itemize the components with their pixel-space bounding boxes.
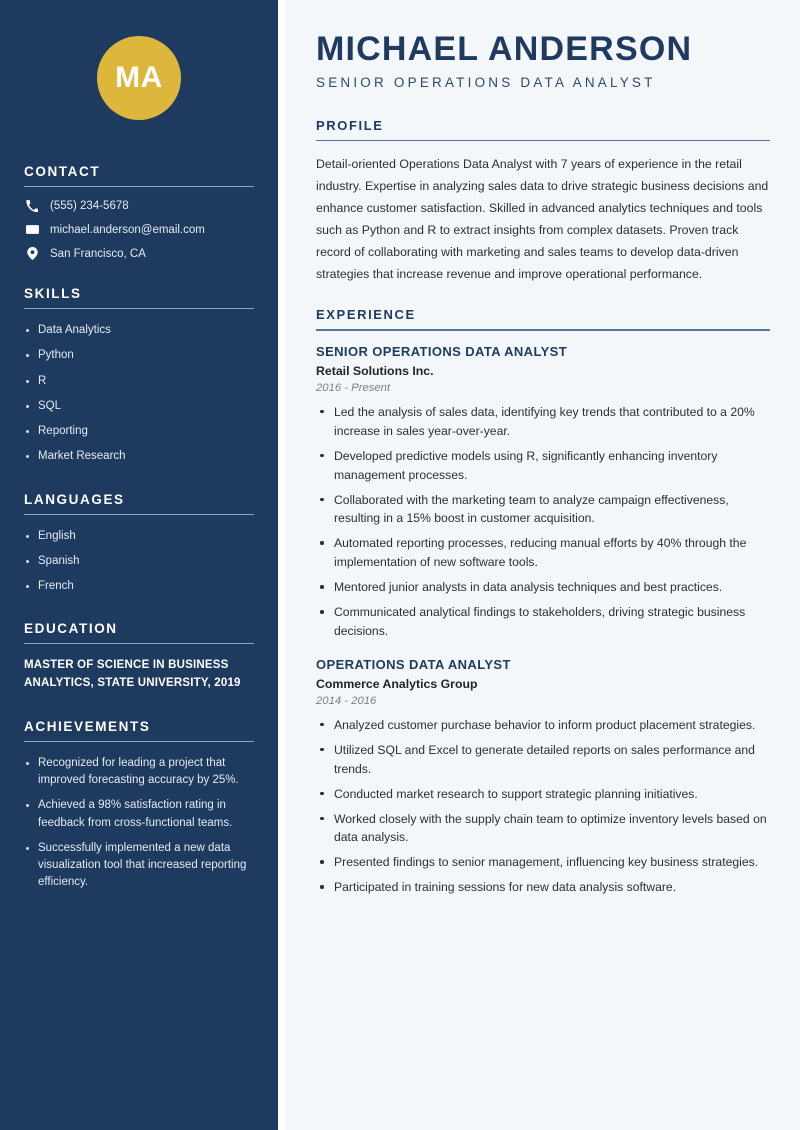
list-item: Reporting <box>24 423 254 440</box>
email-icon <box>24 223 40 236</box>
main-section-experience <box>316 307 770 897</box>
main-content <box>286 0 800 1130</box>
job-title: OPERATIONS DATA ANALYST <box>316 656 511 672</box>
list-item: English <box>24 528 254 545</box>
experience-divider <box>316 329 770 331</box>
sidebar-section-contact <box>24 164 254 260</box>
list-item: Utilized SQL and Excel to generate detailed reports on sales performance and trends. <box>316 741 770 779</box>
list-item: Presented findings to senior management, influencing key business strategies. <box>316 853 770 872</box>
contact-location-value: San Francisco, CA <box>50 247 146 260</box>
job-title: SENIOR OPERATIONS DATA ANALYST <box>316 343 568 359</box>
job-subtitle: SENIOR OPERATIONS DATA ANALYST <box>316 74 656 90</box>
avatar-container <box>0 0 278 164</box>
contact-phone-value: (555) 234-5678 <box>50 200 129 212</box>
job-bullet-list <box>316 403 770 641</box>
list-item: Developed predictive models using R, significantly enhancing inventory management processes. <box>316 447 770 485</box>
list-item: Led the analysis of sales data, identifying key trends that contributed to a 20% increase in sales year-over-year. <box>316 403 770 441</box>
list-item: Spanish <box>24 553 254 570</box>
achievements-list <box>24 755 254 892</box>
list-item: R <box>24 373 254 390</box>
contact-item-location[interactable] <box>24 247 254 260</box>
languages-list <box>24 528 254 596</box>
profile-heading: PROFILE <box>316 117 384 133</box>
list-item: Analyzed customer purchase behavior to inform product placement strategies. <box>316 716 770 735</box>
skills-heading: SKILLS <box>24 286 82 301</box>
achievements-heading: ACHIEVEMENTS <box>24 718 151 734</box>
sidebar <box>0 0 278 1130</box>
contact-item-email[interactable] <box>24 223 254 236</box>
job-dates: 2016 - Present <box>316 381 391 394</box>
phone-icon <box>24 200 40 212</box>
location-pin-icon <box>24 247 40 260</box>
sidebar-section-skills <box>24 286 254 466</box>
job-dates: 2014 - 2016 <box>316 694 377 707</box>
page-title: MICHAEL ANDERSON <box>316 30 693 68</box>
job-company: Commerce Analytics Group <box>316 676 478 691</box>
languages-divider <box>24 514 254 515</box>
experience-entry <box>316 657 770 897</box>
profile-text: Detail-oriented Operations Data Analyst with 7 years of experience in the retail industry. Expertise in analyzing sales data to drive strategic business decisions and enhance customer satisfaction. Skilled in advanced analytics techniques and tools such as Python and R to extract insights from complex datasets. Proven track record of collaborating with marketing and sales teams to develop data-driven strategies that increase revenue and improve operational performance. <box>316 157 769 281</box>
list-item: Collaborated with the marketing team to analyze campaign effectiveness, resulting in a 15% boost in customer acquisition. <box>316 491 770 529</box>
contact-email-value: michael.anderson@email.com <box>50 223 205 236</box>
list-item: Automated reporting processes, reducing manual efforts by 40% through the implementation of new software tools. <box>316 534 770 572</box>
contact-heading: CONTACT <box>24 164 101 179</box>
education-entry: MASTER OF SCIENCE IN BUSINESS ANALYTICS, STATE UNIVERSITY, 2019 <box>24 659 241 690</box>
skills-list <box>24 322 254 466</box>
experience-entry <box>316 344 770 641</box>
sidebar-section-education <box>24 621 254 693</box>
list-item: Conducted market research to support strategic planning initiatives. <box>316 785 770 804</box>
list-item: Data Analytics <box>24 322 254 339</box>
job-company: Retail Solutions Inc. <box>316 363 434 378</box>
sidebar-section-languages <box>24 492 254 596</box>
profile-divider <box>316 140 770 142</box>
sidebar-section-achievements <box>24 719 254 892</box>
list-item: Participated in training sessions for new data analysis software. <box>316 878 770 897</box>
list-item: SQL <box>24 398 254 415</box>
list-item: Market Research <box>24 448 254 465</box>
sidebar-main-gap <box>278 0 286 1130</box>
contact-list <box>24 200 254 260</box>
list-item: Achieved a 98% satisfaction rating in feedback from cross-functional teams. <box>24 797 254 832</box>
list-item: Communicated analytical findings to stakeholders, driving strategic business decisions. <box>316 603 770 641</box>
job-bullet-list <box>316 716 770 897</box>
contact-item-phone[interactable] <box>24 200 254 212</box>
list-item: French <box>24 578 254 595</box>
list-item: Successfully implemented a new data visualization tool that increased reporting efficiency. <box>24 840 254 892</box>
education-heading: EDUCATION <box>24 621 118 637</box>
list-item: Recognized for leading a project that improved forecasting accuracy by 25%. <box>24 755 254 790</box>
contact-divider <box>24 186 254 187</box>
avatar: MA <box>97 36 181 120</box>
main-section-profile <box>316 118 770 286</box>
skills-divider <box>24 308 254 309</box>
education-divider <box>24 643 254 644</box>
experience-heading: EXPERIENCE <box>316 307 416 323</box>
languages-heading: LANGUAGES <box>24 491 125 507</box>
list-item: Worked closely with the supply chain team to optimize inventory levels based on data analysis. <box>316 810 770 848</box>
list-item: Mentored junior analysts in data analysis techniques and best practices. <box>316 578 770 597</box>
list-item: Python <box>24 347 254 364</box>
achievements-divider <box>24 741 254 742</box>
